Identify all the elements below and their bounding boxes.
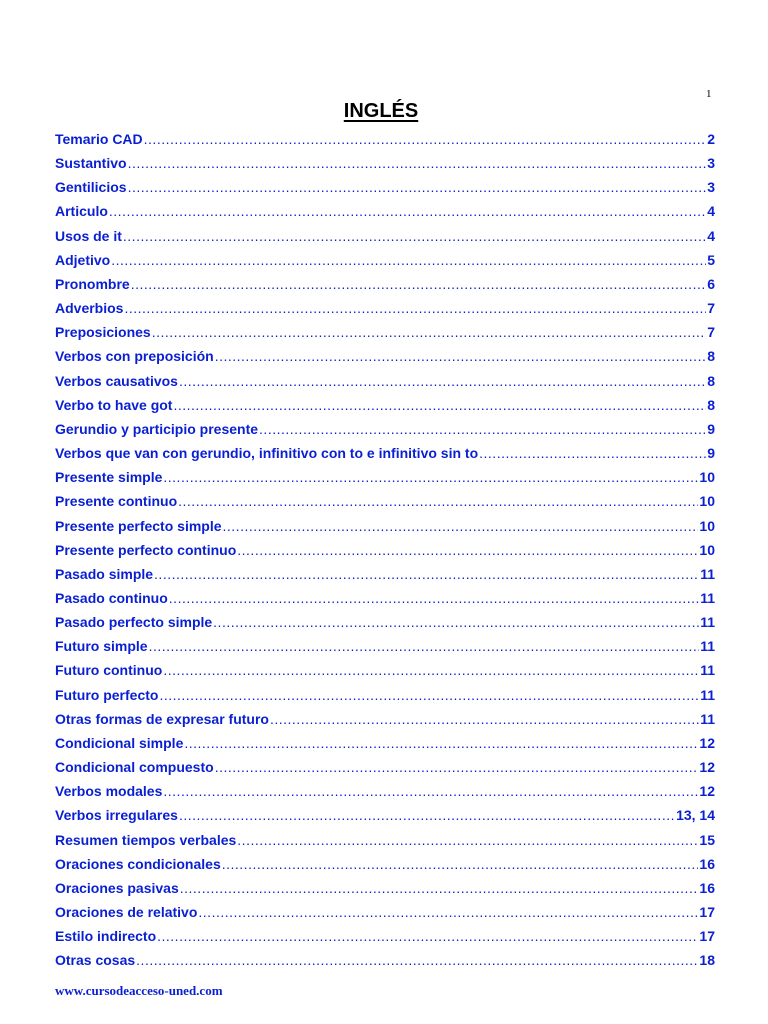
toc-dot-leader [213, 610, 699, 634]
toc-entry-page: 11 [700, 686, 715, 703]
toc-dot-leader [184, 731, 698, 755]
toc-entry[interactable] [55, 538, 715, 562]
toc-entry-page: 11 [700, 638, 715, 655]
toc-dot-leader [180, 876, 699, 900]
toc-entry[interactable] [55, 465, 715, 489]
toc-entry[interactable] [55, 683, 715, 707]
toc-entry-label: Futuro simple [55, 638, 148, 655]
toc-entry-page: 10 [699, 541, 715, 558]
toc-entry-page: 13, 14 [676, 807, 715, 824]
toc-entry[interactable] [55, 417, 715, 441]
toc-dot-leader [154, 562, 699, 586]
toc-entry[interactable] [55, 828, 715, 852]
toc-entry-label: Resumen tiempos verbales [55, 831, 237, 848]
toc-entry-page: 7 [707, 324, 715, 341]
toc-dot-leader [215, 344, 707, 368]
toc-dot-leader [237, 538, 698, 562]
toc-entry-label: Verbos modales [55, 783, 163, 800]
toc-entry-page: 12 [699, 734, 715, 751]
toc-entry[interactable] [55, 924, 715, 948]
toc-entry-page: 10 [699, 517, 715, 534]
toc-entry-page: 18 [699, 952, 715, 969]
toc-dot-leader [169, 586, 699, 610]
toc-dot-leader [223, 514, 699, 538]
toc-entry[interactable] [55, 803, 715, 827]
toc-entry-label: Presente perfecto continuo [55, 541, 237, 558]
toc-entry-label: Gerundio y participio presente [55, 420, 259, 437]
toc-dot-leader [144, 127, 707, 151]
toc-entry-label: Verbos causativos [55, 372, 178, 389]
toc-dot-leader [123, 224, 706, 248]
toc-dot-leader [259, 417, 706, 441]
toc-entry-label: Presente simple [55, 469, 163, 486]
toc-entry[interactable] [55, 731, 715, 755]
toc-entry-page: 16 [699, 855, 715, 872]
toc-entry[interactable] [55, 948, 715, 972]
toc-dot-leader [128, 151, 707, 175]
toc-entry-label: Condicional simple [55, 734, 184, 751]
toc-entry-label: Oraciones pasivas [55, 879, 179, 896]
page-title: INGLÉS [343, 100, 419, 122]
toc-entry[interactable] [55, 248, 715, 272]
toc-entry[interactable] [55, 876, 715, 900]
toc-dot-leader [152, 320, 707, 344]
toc-entry-page: 9 [707, 420, 715, 437]
toc-entry-page: 11 [700, 614, 715, 631]
toc-entry-page: 8 [707, 372, 715, 389]
toc-entry-page: 10 [699, 469, 715, 486]
toc-entry[interactable] [55, 320, 715, 344]
toc-entry[interactable] [55, 151, 715, 175]
toc-dot-leader [222, 852, 699, 876]
toc-entry-label: Temario CAD [55, 131, 143, 147]
toc-entry-label: Adjetivo [55, 251, 111, 268]
toc-dot-leader [163, 779, 698, 803]
toc-entry-label: Preposiciones [55, 324, 151, 341]
toc-dot-leader [149, 634, 700, 658]
toc-dot-leader [128, 175, 707, 199]
toc-entry-page: 8 [707, 396, 715, 413]
toc-entry-page: 12 [699, 759, 715, 776]
toc-entry[interactable] [55, 272, 715, 296]
toc-entry-page: 11 [700, 589, 715, 606]
toc-entry-label: Estilo indirecto [55, 928, 157, 945]
toc-entry-label: Condicional compuesto [55, 759, 214, 776]
toc-entry-page: 9 [707, 445, 715, 462]
toc-entry-page: 2 [707, 131, 715, 147]
toc-dot-leader [111, 248, 706, 272]
toc-entry-label: Verbos con preposición [55, 348, 214, 365]
toc-entry[interactable] [55, 489, 715, 513]
toc-dot-leader [173, 393, 706, 417]
toc-entry-label: Presente perfecto simple [55, 517, 222, 534]
toc-entry-page: 6 [707, 275, 715, 292]
toc-entry-page: 17 [699, 904, 715, 920]
toc-dot-leader [270, 707, 699, 731]
toc-entry[interactable] [55, 393, 715, 417]
toc-entry-page: 7 [707, 300, 715, 317]
toc-dot-leader [179, 803, 675, 827]
toc-entry[interactable] [55, 634, 715, 658]
toc-entry[interactable] [55, 199, 715, 223]
toc-entry[interactable] [55, 658, 715, 682]
toc-entry[interactable] [55, 344, 715, 368]
toc-entry-label: Verbos que van con gerundio, infinitivo con to e infinitivo sin to [55, 445, 479, 462]
toc-entry-page: 12 [699, 783, 715, 800]
page-number: 1 [706, 88, 712, 100]
toc-entry-page: 11 [700, 662, 715, 679]
toc-entry-page: 11 [700, 565, 715, 582]
toc-entry[interactable] [55, 127, 715, 151]
toc-entry-page: 8 [707, 348, 715, 365]
toc-entry[interactable] [55, 296, 715, 320]
toc-entry-label: Sustantivo [55, 155, 127, 172]
toc-dot-leader [159, 683, 699, 707]
toc-entry-page: 3 [707, 155, 715, 172]
toc-entry[interactable] [55, 514, 715, 538]
toc-dot-leader [198, 900, 698, 924]
toc-entry-label: Otras cosas [55, 952, 136, 969]
toc-entry-page: 16 [699, 879, 715, 896]
toc-dot-leader [215, 755, 699, 779]
toc-entry[interactable] [55, 755, 715, 779]
toc-entry[interactable] [55, 175, 715, 199]
toc-entry-page: 15 [699, 831, 715, 848]
toc-dot-leader [163, 658, 699, 682]
toc-dot-leader [157, 924, 698, 948]
toc-entry-page: 3 [707, 179, 715, 196]
toc-entry-label: Articulo [55, 203, 108, 220]
toc-dot-leader [479, 441, 706, 465]
toc-entry-label: Gentilicios [55, 179, 127, 196]
toc-entry-label: Adverbios [55, 300, 124, 317]
toc-entry-page: 17 [699, 928, 715, 945]
toc-entry-page: 4 [707, 203, 715, 220]
toc-entry-label: Futuro continuo [55, 662, 163, 679]
toc-entry[interactable] [55, 586, 715, 610]
toc-entry[interactable] [55, 900, 715, 924]
toc-entry-label: Verbo to have got [55, 396, 173, 413]
toc-entry-label: Futuro perfecto [55, 686, 159, 703]
toc-dot-leader [131, 272, 707, 296]
toc-entry-label: Otras formas de expresar futuro [55, 710, 269, 727]
toc-dot-leader [178, 489, 698, 513]
toc-dot-leader [109, 199, 706, 223]
toc-entry-label: Pronombre [55, 275, 130, 292]
toc-entry[interactable] [55, 852, 715, 876]
toc-entry-page: 4 [707, 227, 715, 244]
toc-dot-leader [163, 465, 698, 489]
toc-entry-page: 5 [707, 251, 715, 268]
toc-dot-leader [179, 369, 706, 393]
toc-dot-leader [237, 828, 698, 852]
toc-entry-label: Oraciones condicionales [55, 855, 221, 872]
toc-entry[interactable] [55, 441, 715, 465]
toc-entry-label: Verbos irregulares [55, 807, 178, 824]
toc-dot-leader [136, 948, 698, 972]
toc-entry-label: Oraciones de relativo [55, 904, 198, 920]
toc-entry[interactable] [55, 779, 715, 803]
table-of-contents [55, 127, 715, 972]
website-link[interactable]: www.cursodeacceso-uned.com [55, 983, 223, 998]
toc-entry-label: Usos de it [55, 227, 122, 244]
toc-entry-label: Pasado perfecto simple [55, 614, 213, 631]
toc-entry[interactable] [55, 224, 715, 248]
toc-entry-label: Pasado simple [55, 565, 154, 582]
toc-entry[interactable] [55, 369, 715, 393]
toc-entry[interactable] [55, 610, 715, 634]
toc-dot-leader [124, 296, 706, 320]
toc-entry-page: 10 [699, 493, 715, 510]
toc-entry[interactable] [55, 707, 715, 731]
toc-entry[interactable] [55, 562, 715, 586]
toc-entry-label: Pasado continuo [55, 589, 168, 606]
toc-entry-page: 11 [700, 710, 715, 727]
toc-entry-label: Presente continuo [55, 493, 178, 510]
